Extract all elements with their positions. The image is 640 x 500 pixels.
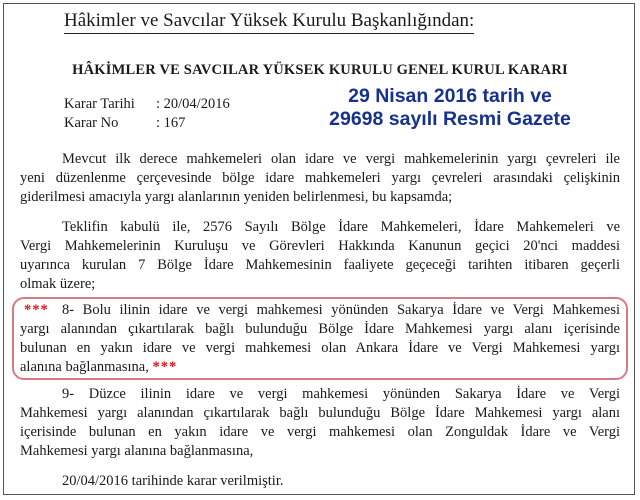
item9-line: Mahkemesi yargı alanından çıkartılarak bağlı bulunduğu Bölge İdare Mahkemesi yargı alanı (20, 405, 620, 421)
item8-line (20, 358, 177, 377)
asterisk-marker-end: *** (152, 359, 178, 375)
gazette-note-line2: 29698 sayılı Resmi Gazete (329, 108, 571, 130)
issuer-header: Hâkimler ve Savcılar Yüksek Kurulu Başkanlığından: (64, 10, 474, 34)
para1-line: giderilmesi amacıyla yargı alanlarının yeniden belirlenmesi, bu kapsamda; (20, 189, 453, 205)
item8-line-end: alanına bağlanmasına, (20, 359, 149, 375)
decision-date-label: Karar Tarihi (64, 96, 135, 112)
decision-title: HÂKİMLER VE SAVCILAR YÜKSEK KURULU GENEL KURUL KARARI (72, 62, 568, 78)
item9-line: Mahkemesi yargı alanına bağlanmasına, (20, 443, 254, 459)
item8-line: 8- Bolu ilinin idare ve vergi mahkemesi yönünden Sakarya İdare ve Vergi Mahkemesi (62, 302, 620, 318)
item9-line: içerisinde bulunan en yakın idare ve vergi mahkemesi olan Zonguldak İdare ve Vergi (20, 424, 620, 440)
para1-line: Mevcut ilk derece mahkemeleri olan idare ve vergi mahkemelerinin yargı çevreleri ile (62, 151, 620, 167)
para2-line: Vergi Mahkemelerinin Kuruluşu ve Görevleri Hakkında Kanunun geçici 20'nci maddesi (20, 238, 620, 254)
decision-number (64, 115, 185, 132)
closing-statement: 20/04/2016 tarihinde karar verilmiştir. (62, 473, 284, 489)
decision-date-value: : 20/04/2016 (156, 96, 230, 112)
para2-line: Teklifin kabulü ile, 2576 Sayılı Bölge İdare Mahkemeleri, İdare Mahkemeleri ve (62, 219, 620, 235)
para2-line: uyarınca kurulan 7 Bölge İdare Mahkemesinin faaliyete geçeceği tarihten itibaren geçerli (20, 257, 620, 273)
para2-line: olmak üzere; (20, 276, 96, 292)
decision-date (64, 96, 230, 113)
item9-line: 9- Düzce ilinin idare ve vergi mahkemesi yönünden Sakarya İdare ve Vergi (62, 386, 620, 402)
decision-number-label: Karar No (64, 115, 119, 131)
item8-line: bulunan en yakın idare ve vergi mahkemesi olan Ankara İdare ve Vergi Mahkemesi yargı (20, 340, 620, 356)
gazette-note-line1: 29 Nisan 2016 tarih ve (348, 85, 552, 107)
para1-line: yeni düzenlenme çerçevesinde bölge idare mahkemeleri yargı çevreleri arasındaki çelişkinin (20, 170, 620, 186)
asterisk-marker-start: *** (24, 302, 49, 318)
decision-number-value: : 167 (156, 115, 186, 131)
item8-line: yargı alanından çıkartılarak bağlı bulunduğu Bölge İdare Mahkemesi yargı alanı içerisinde (20, 321, 620, 337)
